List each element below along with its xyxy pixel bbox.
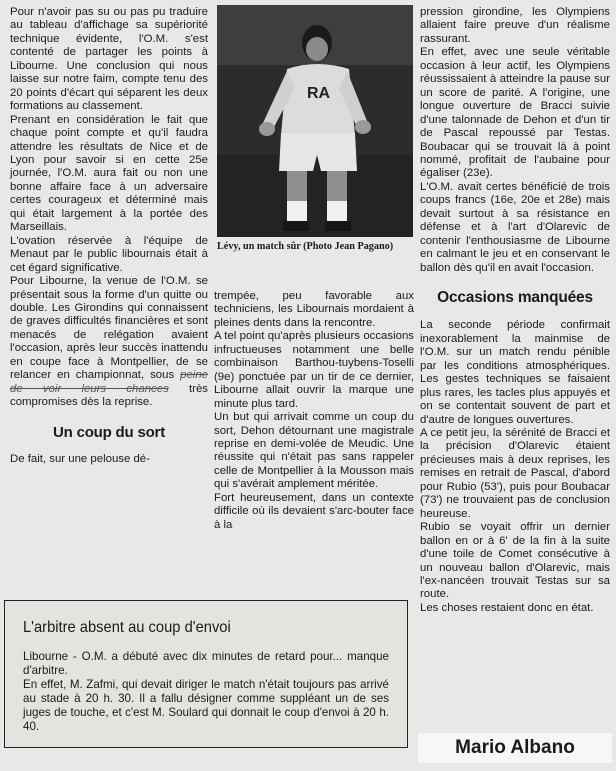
sidebar-box-title: L'arbitre absent au coup d'envoi	[23, 619, 231, 636]
paragraph: Les choses restaient donc en état.	[420, 601, 594, 614]
jersey-text: RA	[307, 85, 331, 102]
paragraph-text-end: très compromises dès la reprise.	[10, 382, 208, 409]
paragraph: A ce petit jeu, la sérénité de Bracci et la précision d'Olarevic étaient précieuses mais à deux reprises, les remises en retrait de Pascal, d'abord pour Rubio (53'), puis pour Boubacar (73') ne trouvaient pas de conclusion heureuse.	[420, 426, 610, 520]
subheading-occasions-manquees: Occasions manquées	[437, 289, 593, 307]
struck-text: peine de voir leurs chances	[10, 369, 208, 395]
paragraph: L'ovation réservée à l'équipe de Menaut par le public libournais était à cet égard significative.	[10, 234, 208, 274]
paragraph: Prenant en considération le fait que chaque point compte et qu'il faudra attendre les résultats de Nice et de Lyon pour savoir si en cette 25e journée, l'O.M. aura fait ou non une bonne affaire face à un adversaire certes courageux et déterminé mais qui était largement à la portée des Marseillais.	[10, 113, 208, 234]
sidebar-box-referee	[4, 600, 408, 748]
author-signature: Mario Albano	[418, 733, 612, 763]
photo-caption: Lévy, un match sûr (Photo Jean Pagano)	[217, 241, 394, 252]
paragraph: Un but qui arrivait comme un coup du sort, Dehon détournant une magistrale reprise en demi-volée de Meudic. Une réussite qui n'était pas sans rappeler celle de Montpellier à la Mousson mais qui s'avérait amplement méritée.	[214, 411, 414, 491]
paragraph: A tel point qu'après plusieurs occasions infructueuses notamment une belle combinaison Barthou-tuybens-Toselli (9e) ponctuée par un tir de ce dernier, Libourne allait ouvrir la marque une minute plus tard.	[214, 330, 414, 410]
paragraph: De fait, sur une pelouse dé-	[10, 453, 150, 466]
paragraph: Pour n'avoir pas su ou pas pu traduire au tableau d'affichage sa supériorité technique évidente, l'O.M. s'est contenté de partager les points à Libourne. Une conclusion qui nous laisse sur notre faim, compte tenu des 20 points d'écart qui séparent les deux formations au classement.	[10, 6, 208, 113]
player-figure-icon	[217, 5, 413, 237]
paragraph: L'O.M. avait certes bénéficié de trois coups francs (16e, 20e et 28e) mais devait surtout à sa résistance en défense et à l'art d'Olarevic de contenir l'enthousiasme de Libourne en calmant le jeu et en conservant le ballon dès qu'il en avait l'occasion.	[420, 180, 610, 274]
paragraph: En effet, M. Zafmi, qui devait diriger le match n'était toujours pas arrivé au stade à 20 h. 30. Il a fallu désigner comme suppléant un de ses juges de touche, et c'est M. Soulard qui donnait le coup d'envoi à 20 h. 40.	[23, 677, 389, 733]
paragraph	[10, 275, 208, 410]
article-column-middle	[214, 290, 414, 532]
paragraph-text: Pour Libourne, la venue de l'O.M. se présentait sous la forme d'un quitte ou double. Les Girondins qui connaissent de graves difficultés financières et sont menacés de relégation avaient l'occasion, après leur succès inattendu en coupe face à Montpellier, de se relancer en championnat, sous	[10, 275, 208, 382]
paragraph: La seconde période confirmait inexorablement la mainmise de l'O.M. sur un match rendu pénible par les conditions atmosphériques. Les gestes techniques se faisaient plus rares, les tacles plus appuyés et on se contentait souvent de part et d'autre de longues ouvertures.	[420, 319, 610, 426]
player-photo	[217, 5, 413, 237]
paragraph: Rubio se voyait offrir un dernier ballon en or à 6' de la fin à la suite d'une toile de Comet consécutive à un nouveau ballon d'Olarevic, mais l'ex-nancéen trouvait Testas sur sa route.	[420, 521, 610, 601]
paragraph: En effet, avec une seule véritable occasion à leur actif, les Olympiens réussissaient à atteindre la pause sur un score de parité. A l'origine, une longue ouverture de Bracci suivie d'une talonnade de Dehon et d'un tir de Pascal repoussé par Testas. Boubacar qui se trouvait là à point nommé, profitait de l'aubaine pour égaliser (23e).	[420, 46, 610, 180]
paragraph: Fort heureusement, dans un contexte difficile où ils devaient s'arc-bouter face à la	[214, 491, 414, 531]
paragraph: trempée, peu favorable aux techniciens, les Libournais mordaient à pleines dents dans la rencontre.	[214, 290, 414, 329]
paragraph: Libourne - O.M. a débuté avec dix minutes de retard pour... manque d'arbitre.	[23, 650, 389, 677]
paragraph: pression girondine, les Olympiens allaient faire preuve d'un réalisme rassurant.	[420, 6, 610, 45]
sidebar-box-body	[23, 650, 389, 733]
subheading-coup-du-sort: Un coup du sort	[53, 423, 165, 441]
article-column-left	[10, 6, 208, 467]
article-column-right	[420, 6, 610, 615]
